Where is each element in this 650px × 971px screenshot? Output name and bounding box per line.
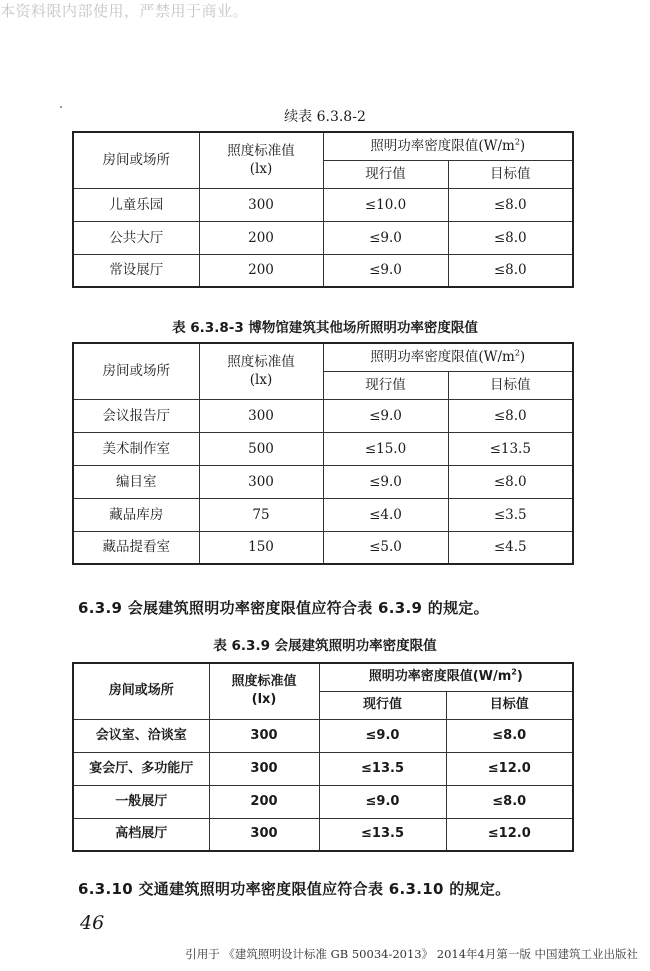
cell-target: ≤4.5: [448, 531, 573, 564]
cell-current: ≤4.0: [323, 498, 448, 531]
page-number: 46: [80, 912, 105, 934]
watermark-text: 本资料限内部使用，严禁用于商业。: [0, 2, 249, 20]
header-current: 现行值: [319, 691, 446, 719]
header-room: 房间或场所: [73, 343, 199, 399]
header-illum: [209, 663, 319, 719]
table-row: [73, 818, 573, 851]
cell-current: ≤5.0: [323, 531, 448, 564]
cell-target: ≤3.5: [448, 498, 573, 531]
cell-room: 一般展厅: [73, 785, 209, 818]
header-lpd-label: 照明功率密度限值: [368, 669, 473, 685]
cell-illum: 300: [199, 465, 323, 498]
table-row: [73, 785, 573, 818]
unit-close: ): [519, 138, 526, 155]
cell-current: ≤9.0: [319, 785, 446, 818]
cell-room: 公共大厅: [73, 221, 199, 254]
cell-room: 高档展厅: [73, 818, 209, 851]
header-illum: [199, 343, 323, 399]
cell-target: ≤12.0: [446, 752, 573, 785]
table3-caption: 表 6.3.9 会展建筑照明功率密度限值: [213, 638, 437, 654]
header-target: 目标值: [448, 160, 573, 188]
header-room: 房间或场所: [73, 132, 199, 188]
cell-current: ≤9.0: [323, 254, 448, 287]
unit-sup: 2: [514, 137, 520, 147]
footer-citation: 引用于 《建筑照明设计标准 GB 50034-2013》 2014年4月第一版 中国建筑工业出版社: [185, 947, 638, 961]
cell-illum: 300: [209, 818, 319, 851]
header-lpd: [323, 132, 573, 160]
header-lpd: [323, 343, 573, 371]
cell-illum: 300: [199, 188, 323, 221]
unit-sup: 2: [511, 667, 517, 677]
cell-current: ≤9.0: [319, 719, 446, 752]
header-lpd-label: 照明功率密度限值: [370, 349, 479, 366]
clause-6-3-10: 6.3.10 交通建筑照明功率密度限值应符合表 6.3.10 的规定。: [78, 880, 511, 898]
unit-close: ): [519, 349, 526, 366]
unit-close: ): [516, 669, 523, 685]
table-row: [73, 432, 573, 465]
cell-target: ≤8.0: [448, 221, 573, 254]
cell-illum: 300: [199, 399, 323, 432]
table-row: [73, 465, 573, 498]
cell-current: ≤10.0: [323, 188, 448, 221]
header-lx: (lx): [249, 161, 273, 178]
header-illum-label: 照度标准值: [227, 143, 295, 160]
header-room: 房间或场所: [73, 663, 209, 719]
cell-room: 常设展厅: [73, 254, 199, 287]
cell-room: 会议报告厅: [73, 399, 199, 432]
cell-room: 藏品库房: [73, 498, 199, 531]
table2-header-row: [73, 343, 573, 371]
table-row: [73, 399, 573, 432]
cell-room: 藏品提看室: [73, 531, 199, 564]
cell-target: ≤8.0: [446, 719, 573, 752]
cell-illum: 200: [209, 785, 319, 818]
header-current: 现行值: [323, 371, 448, 399]
cell-target: ≤8.0: [446, 785, 573, 818]
cell-room: 宴会厅、多功能厅: [73, 752, 209, 785]
cell-room: 会议室、洽谈室: [73, 719, 209, 752]
cell-current: ≤9.0: [323, 465, 448, 498]
cell-room: 儿童乐园: [73, 188, 199, 221]
table-row: [73, 221, 573, 254]
cell-target: ≤8.0: [448, 465, 573, 498]
table-row: [73, 498, 573, 531]
unit-wm: (W/m: [478, 349, 515, 366]
table1: [72, 131, 574, 288]
table2-caption: 表 6.3.8-3 博物馆建筑其他场所照明功率密度限值: [172, 320, 478, 336]
header-illum-label: 照度标准值: [231, 674, 297, 690]
header-target: 目标值: [446, 691, 573, 719]
header-lx: (lx): [251, 692, 277, 708]
table-row: [73, 531, 573, 564]
table-row: [73, 752, 573, 785]
clause-6-3-9: 6.3.9 会展建筑照明功率密度限值应符合表 6.3.9 的规定。: [78, 599, 489, 617]
header-current: 现行值: [323, 160, 448, 188]
cell-target: ≤8.0: [448, 399, 573, 432]
cell-current: ≤15.0: [323, 432, 448, 465]
header-lpd: [319, 663, 573, 691]
cell-illum: 75: [199, 498, 323, 531]
cell-target: ≤8.0: [448, 254, 573, 287]
table3-header-row: [73, 663, 573, 691]
cell-illum: 300: [209, 719, 319, 752]
table-row: [73, 188, 573, 221]
table1-caption: 续表 6.3.8-2: [284, 109, 366, 125]
cell-room: 编目室: [73, 465, 199, 498]
cell-current: ≤9.0: [323, 221, 448, 254]
cell-target: ≤8.0: [448, 188, 573, 221]
header-illum-label: 照度标准值: [227, 354, 295, 371]
cell-illum: 200: [199, 221, 323, 254]
cell-current: ≤13.5: [319, 818, 446, 851]
cell-illum: 150: [199, 531, 323, 564]
cell-current: ≤13.5: [319, 752, 446, 785]
cell-illum: 300: [209, 752, 319, 785]
table2: [72, 342, 574, 565]
unit-wm: (W/m: [478, 138, 515, 155]
cell-illum: 500: [199, 432, 323, 465]
header-lpd-label: 照明功率密度限值: [370, 138, 479, 155]
cell-target: ≤13.5: [448, 432, 573, 465]
cell-room: 美术制作室: [73, 432, 199, 465]
cell-current: ≤9.0: [323, 399, 448, 432]
unit-wm: (W/m: [472, 669, 512, 685]
table1-header-row: [73, 132, 573, 160]
header-lx: (lx): [249, 372, 273, 389]
unit-sup: 2: [514, 348, 520, 358]
header-target: 目标值: [448, 371, 573, 399]
cell-illum: 200: [199, 254, 323, 287]
table3: [72, 662, 574, 852]
header-illum: [199, 132, 323, 188]
cell-target: ≤12.0: [446, 818, 573, 851]
table-row: [73, 254, 573, 287]
table-row: [73, 719, 573, 752]
